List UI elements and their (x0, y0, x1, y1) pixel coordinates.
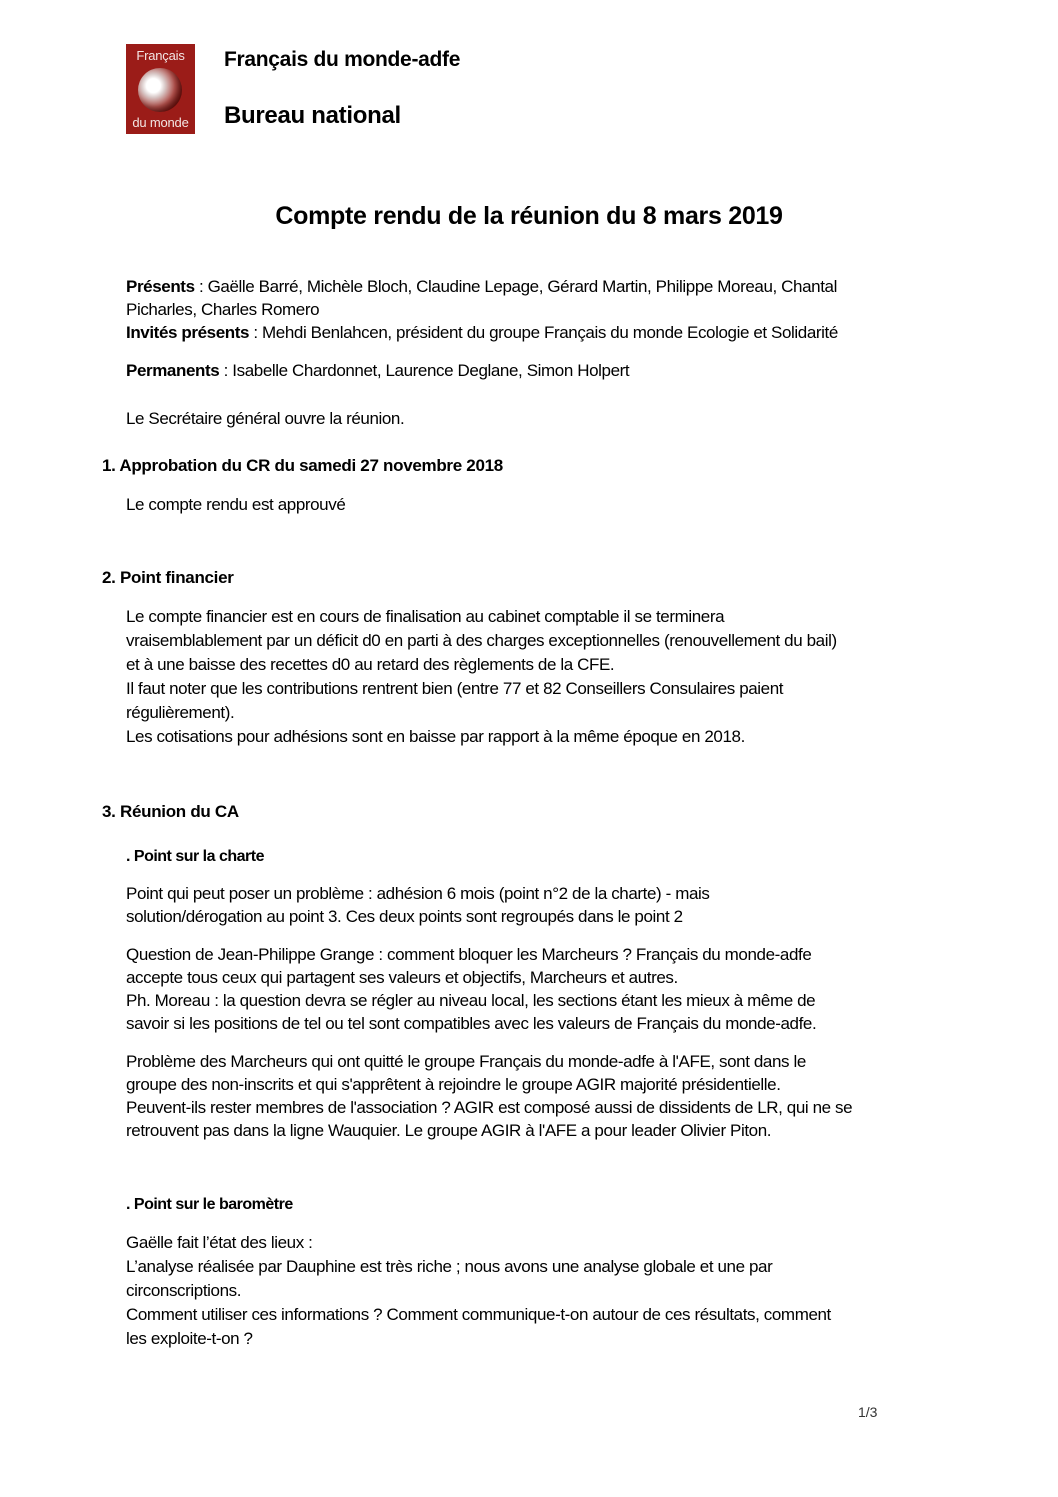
guests-label: Invités présents (126, 323, 250, 342)
section-2-line: vraisemblablement par un déficit d0 en parti à des charges exceptionnelles (renouvellement du bail) (126, 631, 837, 650)
present-text-1: : Gaëlle Barré, Michèle Bloch, Claudine Lepage, Gérard Martin, Philippe Moreau, Chantal (194, 277, 837, 296)
present-line-2: Picharles, Charles Romero (126, 300, 320, 319)
charter-line: Problème des Marcheurs qui ont quitté le groupe Français du monde-adfe à l'AFE, sont dans le (126, 1052, 806, 1071)
guests-text: : Mehdi Benlahcen, président du groupe Français du monde Ecologie et Solidarité (249, 323, 838, 342)
section-2-line: Les cotisations pour adhésions sont en baisse par rapport à la même époque en 2018. (126, 727, 745, 746)
opening-text: Le Secrétaire général ouvre la réunion. (126, 409, 405, 428)
section-2-line: régulièrement). (126, 703, 235, 722)
barometer-line: Gaëlle fait l’état des lieux : (126, 1233, 313, 1252)
page-number: 1/3 (858, 1404, 878, 1420)
charter-line: savoir si les positions de tel ou tel sont compatibles avec les valeurs de Français du monde-adfe. (126, 1014, 817, 1033)
bureau-name: Bureau national (224, 102, 401, 129)
present-label: Présents (126, 277, 195, 296)
charter-line: groupe des non-inscrits et qui s'apprêtent à rejoindre le groupe AGIR majorité présidentielle. (126, 1075, 781, 1094)
staff-label: Permanents (126, 361, 220, 380)
section-2-line: Il faut noter que les contributions rentrent bien (entre 77 et 82 Conseillers Consulaires paient (126, 679, 784, 698)
organization-name: Français du monde-adfe (224, 48, 461, 71)
section-heading-2: 2. Point financier (102, 568, 234, 587)
staff-text: : Isabelle Chardonnet, Laurence Deglane, Simon Holpert (219, 361, 630, 380)
barometer-line: circonscriptions. (126, 1281, 242, 1300)
staff-line (126, 360, 629, 382)
charter-line: Ph. Moreau : la question devra se régler au niveau local, les sections étant les mieux à même de (126, 991, 816, 1010)
present-line-1 (126, 276, 837, 298)
charter-line: accepte tous ceux qui partagent ses valeurs et objectifs, Marcheurs et autres. (126, 968, 678, 987)
logo-text-bottom: du monde (132, 115, 189, 130)
charter-line: Question de Jean-Philippe Grange : comment bloquer les Marcheurs ? Français du monde-adfe (126, 945, 812, 964)
barometer-line: les exploite-t-on ? (126, 1329, 253, 1348)
document-title: Compte rendu de la réunion du 8 mars 2019 (275, 202, 783, 230)
globe-icon (138, 68, 182, 112)
organization-logo (126, 44, 195, 134)
barometer-line: Comment utiliser ces informations ? Comment communique-t-on autour de ces résultats, comment (126, 1305, 831, 1324)
subsection-heading-charter: . Point sur la charte (126, 848, 264, 865)
charter-line: solution/dérogation au point 3. Ces deux points sont regroupés dans le point 2 (126, 907, 683, 926)
subsection-heading-barometer: . Point sur le baromètre (126, 1196, 293, 1213)
barometer-line: L’analyse réalisée par Dauphine est très riche ; nous avons une analyse globale et une par (126, 1257, 773, 1276)
section-heading-1: 1. Approbation du CR du samedi 27 novembre 2018 (102, 456, 503, 475)
charter-line: Peuvent-ils rester membres de l'association ? AGIR est composé aussi de dissidents de LR, qui ne se (126, 1098, 853, 1117)
section-heading-3: 3. Réunion du CA (102, 802, 239, 821)
guests-line (126, 322, 838, 344)
section-2-line: et à une baisse des recettes d0 au retard des règlements de la CFE. (126, 655, 615, 674)
charter-line: retrouvent pas dans la ligne Wauquier. Le groupe AGIR à l'AFE a pour leader Olivier Piton. (126, 1121, 772, 1140)
logo-text-top: Français (136, 48, 185, 63)
section-2-line: Le compte financier est en cours de finalisation au cabinet comptable il se terminera (126, 607, 725, 626)
section-1-line: Le compte rendu est approuvé (126, 495, 346, 514)
charter-line: Point qui peut poser un problème : adhésion 6 mois (point n°2 de la charte) - mais (126, 884, 710, 903)
